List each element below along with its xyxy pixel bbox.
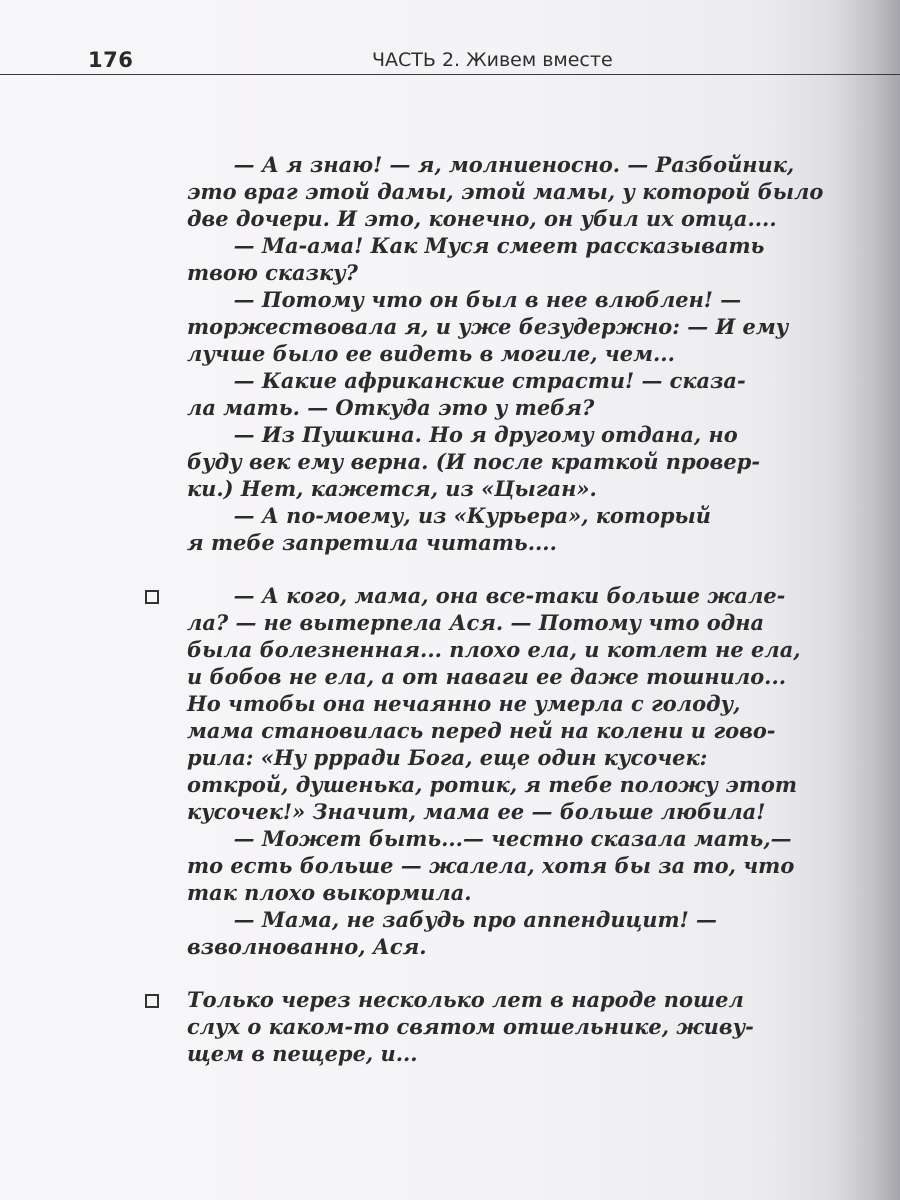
text-line: — А по-моему, из «Курьера», который — [233, 504, 711, 529]
text-line: ки.) Нет, кажется, из «Цыган». — [187, 477, 597, 502]
text-line: щем в пещере, и... — [187, 1042, 418, 1067]
text-line: была болезненная... плохо ела, и котлет не ела, — [187, 638, 801, 663]
checkbox-marker-icon — [145, 590, 159, 604]
text-line: — Из Пушкина. Но я другому отдана, но — [233, 423, 738, 448]
page-number: 176 — [88, 48, 134, 72]
text-line: и бобов не ела, а от наваги ее даже тошнило... — [187, 665, 787, 690]
paragraph-block — [187, 987, 877, 1068]
text-line: рила: «Ну ррради Бога, еще один кусочек: — [187, 746, 708, 771]
text-line: взволнованно, Ася. — [187, 935, 427, 960]
text-line: открой, душенька, ротик, я тебе положу этот — [187, 773, 797, 798]
text-line: ла? — не вытерпела Ася. — Потому что одна — [187, 611, 765, 636]
text-line: твою сказку? — [187, 261, 358, 286]
body-text — [187, 152, 877, 1068]
text-line: так плохо выкормила. — [187, 881, 472, 906]
text-line: кусочек!» Значит, мама ее — больше любила! — [187, 800, 766, 825]
text-line: Только через несколько лет в народе пошел — [187, 988, 744, 1013]
text-line: — А кого, мама, она все-таки больше жале- — [233, 584, 786, 609]
header-rule — [0, 74, 900, 75]
text-line: я тебе запретила читать.... — [187, 531, 557, 556]
text-line: — Ма-ама! Как Муся смеет рассказывать — [233, 234, 765, 259]
text-line: лучше было ее видеть в могиле, чем... — [187, 342, 675, 367]
text-line: — Потому что он был в нее влюблен! — — [233, 288, 742, 313]
text-line: — Мама, не забудь про аппендицит! — — [233, 908, 717, 933]
text-line: Но чтобы она нечаянно не умерла с голоду, — [187, 692, 741, 717]
paragraph-block — [187, 152, 877, 557]
text-line: то есть больше — жалела, хотя бы за то, что — [187, 854, 795, 879]
running-head: ЧАСТЬ 2. Живем вместе — [372, 49, 613, 71]
paragraph-block — [187, 583, 877, 961]
text-line: две дочери. И это, конечно, он убил их отца.... — [187, 207, 777, 232]
text-line: — Может быть...— честно сказала мать,— — [233, 827, 792, 852]
text-line: — Какие африканские страсти! — сказа- — [233, 369, 746, 394]
text-line: мама становилась перед ней на колени и гово- — [187, 719, 776, 744]
checkbox-marker-icon — [145, 994, 159, 1008]
text-line: торжествовала я, и уже безудержно: — И ему — [187, 315, 789, 340]
paragraph-gap — [187, 557, 877, 583]
page-header — [0, 40, 900, 76]
text-line: — А я знаю! — я, молниеносно. — Разбойник, — [233, 153, 795, 178]
text-line: слух о каком-то святом отшельнике, живу- — [187, 1015, 754, 1040]
paragraph-gap — [187, 961, 877, 987]
text-line: ла мать. — Откуда это у тебя? — [187, 396, 595, 421]
text-line: буду век ему верна. (И после краткой провер- — [187, 450, 761, 475]
text-line: это враг этой дамы, этой мамы, у которой было — [187, 180, 824, 205]
